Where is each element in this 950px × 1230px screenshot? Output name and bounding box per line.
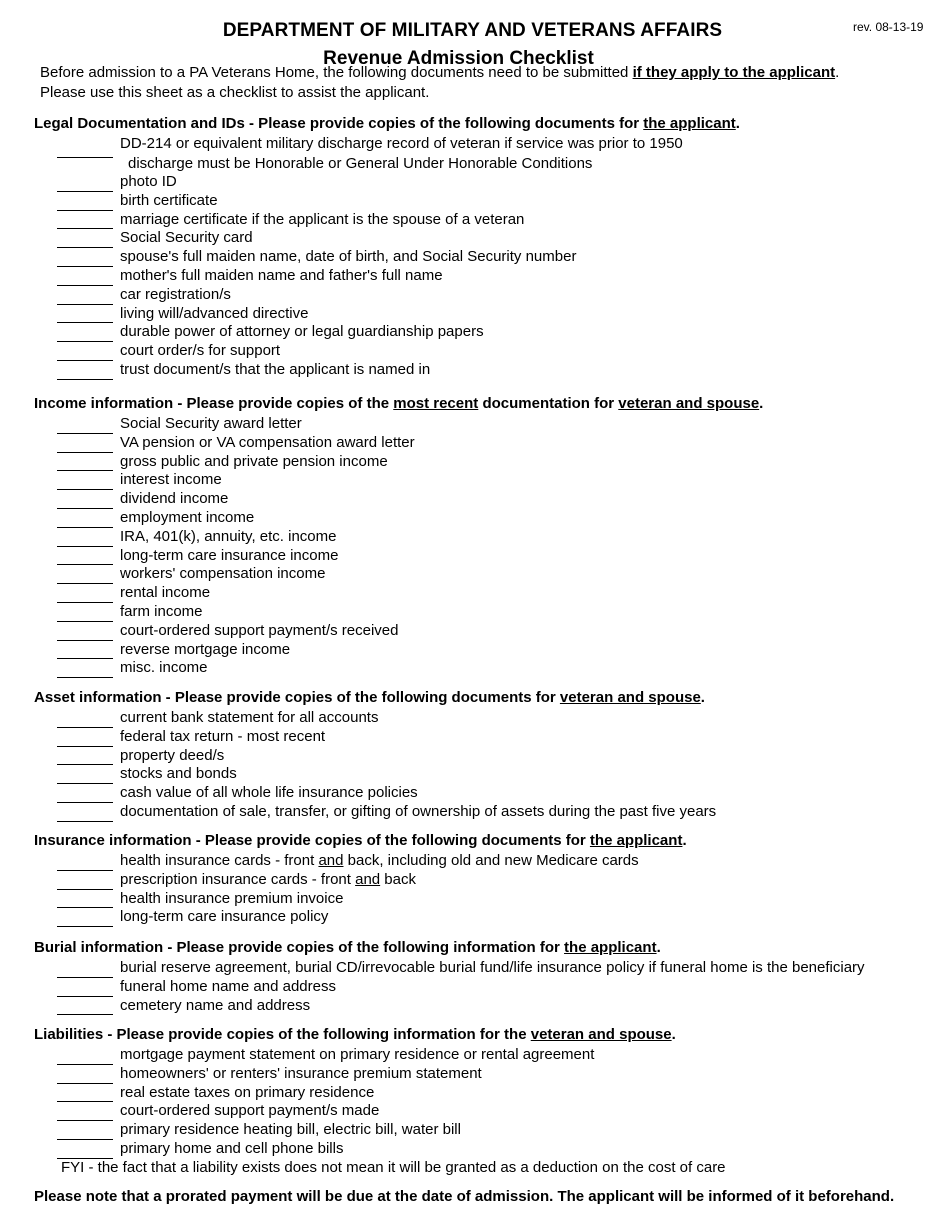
check-blank[interactable] — [57, 821, 113, 822]
checklist-item — [34, 192, 934, 211]
checklist-item — [34, 1102, 934, 1121]
item-label: real estate taxes on primary residence — [120, 1083, 375, 1101]
income-heading-text: Income information - Please provide copies of the — [34, 395, 394, 412]
item-label: rental income — [120, 584, 211, 602]
checklist-item — [34, 890, 934, 909]
item-label: marriage certificate if the applicant is the spouse of a veteran — [120, 210, 525, 228]
income-section — [34, 394, 934, 678]
checklist-item — [34, 803, 934, 822]
item-label: long-term care insurance income — [120, 546, 339, 564]
item-label: dividend income — [120, 490, 229, 508]
checklist-item — [34, 1121, 934, 1140]
checklist-item — [34, 997, 934, 1016]
item-label: documentation of sale, transfer, or gifting of ownership of assets during the past five years — [120, 802, 717, 820]
page-title: DEPARTMENT OF MILITARY AND VETERANS AFFAIRS — [222, 20, 723, 41]
checklist-item — [34, 871, 934, 890]
item-label: health insurance premium invoice — [120, 889, 344, 907]
checklist-item — [34, 415, 934, 434]
liabilities-heading-text: Liabilities - Please provide copies of the following information for the — [34, 1026, 531, 1043]
burial-heading-end: . — [656, 939, 661, 956]
item-label: primary residence heating bill, electric bill, water bill — [120, 1121, 461, 1139]
income-heading-emphasis2: veteran and spouse — [618, 395, 760, 412]
legal-heading-text: Legal Documentation and IDs - Please provide copies of the following documents for — [34, 115, 644, 132]
burial-heading-emphasis: the applicant — [564, 939, 657, 956]
item-label-emphasis: and — [355, 870, 381, 888]
checklist-item — [34, 565, 934, 584]
asset-heading-end: . — [700, 689, 705, 706]
checklist-item — [34, 453, 934, 472]
checklist-item — [34, 852, 934, 871]
intro-line1-start: Before admission to a PA Veterans Home, the following documents need to be submitted — [40, 64, 633, 81]
checklist-item — [34, 659, 934, 678]
checklist-item — [34, 248, 934, 267]
checklist-item — [34, 286, 934, 305]
asset-heading-text: Asset information - Please provide copies of the following documents for — [34, 689, 560, 706]
checklist-item — [34, 978, 934, 997]
item-label: mother's full maiden name and father's full name — [120, 266, 443, 284]
checklist-item — [34, 490, 934, 509]
item-label: cash value of all whole life insurance policies — [120, 784, 418, 802]
checklist-item — [34, 528, 934, 547]
item-label: stocks and bonds — [120, 765, 237, 783]
liabilities-heading-emphasis: veteran and spouse — [530, 1026, 672, 1043]
item-label: misc. income — [120, 659, 208, 677]
checklist-item — [34, 547, 934, 566]
item-label-emphasis: and — [318, 852, 344, 869]
item-label: car registration/s — [120, 285, 231, 303]
revision-date: rev. 08-13-19 — [853, 20, 924, 34]
check-blank[interactable] — [57, 379, 113, 380]
item-label: DD-214 or equivalent military discharge record of veteran if service was prior to 1950 — [120, 135, 683, 152]
burial-heading-text: Burial information - Please provide copies of the following information for — [34, 939, 565, 956]
insurance-heading-end: . — [682, 832, 687, 849]
check-blank[interactable] — [57, 926, 113, 927]
legal-heading — [34, 114, 934, 134]
liabilities-section — [34, 1025, 934, 1159]
item-label: prescription insurance cards - front — [120, 870, 356, 888]
checklist-item — [34, 361, 934, 380]
check-blank[interactable] — [57, 1014, 113, 1015]
liabilities-heading — [34, 1025, 934, 1045]
insurance-heading — [34, 831, 934, 851]
intro-text — [40, 63, 930, 103]
item-label: cemetery name and address — [120, 996, 311, 1014]
checklist-item — [34, 173, 934, 192]
checklist-item — [34, 229, 934, 248]
liabilities-heading-end: . — [671, 1026, 676, 1043]
item-label: workers' compensation income — [120, 565, 326, 583]
asset-section — [34, 688, 934, 822]
item-label: primary home and cell phone bills — [120, 1139, 344, 1157]
burial-heading — [34, 938, 934, 958]
income-heading-mid: documentation for — [478, 395, 619, 412]
checklist-item — [34, 135, 934, 154]
insurance-section — [34, 831, 934, 927]
page-subtitle: Revenue Admission Checklist — [323, 48, 594, 69]
item-label: federal tax return - most recent — [120, 727, 326, 745]
item-label: burial reserve agreement, burial CD/irrevocable burial fund/life insurance policy if funeral home is the beneficiary — [120, 959, 865, 976]
checklist-item — [34, 323, 934, 342]
legal-section — [34, 114, 934, 380]
legal-heading-end: . — [735, 115, 740, 132]
item-label: court-ordered support payment/s received — [120, 621, 399, 639]
check-blank[interactable] — [57, 677, 113, 678]
checklist-item — [34, 728, 934, 747]
item-label: court-ordered support payment/s made — [120, 1102, 380, 1120]
checklist-item — [34, 641, 934, 660]
item-label: court order/s for support — [120, 342, 281, 360]
asset-heading — [34, 688, 934, 708]
insurance-heading-emphasis: the applicant — [589, 832, 683, 849]
item-label: VA pension or VA compensation award letter — [120, 433, 415, 451]
income-heading — [34, 394, 934, 414]
checklist-item — [34, 1140, 934, 1159]
checklist-item — [34, 784, 934, 803]
item-label: IRA, 401(k), annuity, etc. income — [120, 527, 337, 545]
intro-line2: Please use this sheet as a checklist to assist the applicant. — [40, 84, 430, 101]
item-label: Social Security award letter — [120, 415, 302, 432]
item-label: current bank statement for all accounts — [120, 709, 379, 726]
legal-heading-emphasis: the applicant — [643, 115, 736, 132]
checklist-item — [34, 603, 934, 622]
checklist-item — [34, 908, 934, 927]
item-label: mortgage payment statement on primary residence or rental agreement — [120, 1046, 595, 1063]
item-label: interest income — [120, 471, 222, 489]
footer-note: Please note that a prorated payment will be due at the date of admission. The applicant will be informed of it beforehand. — [34, 1188, 895, 1205]
item-label: spouse's full maiden name, date of birth, and Social Security number — [120, 248, 577, 266]
checklist-item — [34, 305, 934, 324]
checklist-item — [34, 471, 934, 490]
checklist-item — [34, 434, 934, 453]
checklist-item — [34, 709, 934, 728]
item-label: gross public and private pension income — [120, 452, 388, 470]
checklist-item — [34, 959, 934, 978]
item-label: trust document/s that the applicant is named in — [120, 360, 431, 378]
checklist-item — [34, 584, 934, 603]
item-sublabel: discharge must be Honorable or General Under Honorable Conditions — [128, 155, 593, 172]
item-label: birth certificate — [120, 191, 218, 209]
checklist-item — [34, 1084, 934, 1103]
item-label: photo ID — [120, 173, 177, 190]
item-label: reverse mortgage income — [120, 640, 291, 658]
fyi-note: FYI - the fact that a liability exists does not mean it will be granted as a deduction on the cost of care — [61, 1159, 726, 1176]
item-label: Social Security card — [120, 229, 253, 247]
item-label: employment income — [120, 508, 255, 526]
item-label: durable power of attorney or legal guardianship papers — [120, 323, 484, 341]
checklist-item — [34, 765, 934, 784]
asset-heading-emphasis: veteran and spouse — [559, 689, 701, 706]
item-label-end: back, including old and new Medicare cards — [343, 852, 639, 869]
intro-line1-emphasis: if they apply to the applicant — [632, 64, 836, 81]
item-label: health insurance cards - front — [120, 852, 319, 869]
item-label: living will/advanced directive — [120, 304, 309, 322]
item-label: farm income — [120, 602, 203, 620]
item-label: long-term care insurance policy — [120, 908, 329, 926]
checklist-item — [34, 211, 934, 230]
checklist-item — [34, 509, 934, 528]
item-label-end: back — [380, 870, 416, 888]
checklist-item — [34, 1065, 934, 1084]
checklist-item — [34, 622, 934, 641]
burial-section — [34, 938, 934, 1015]
checklist-item — [34, 1046, 934, 1065]
item-label: property deed/s — [120, 746, 225, 764]
income-heading-emphasis: most recent — [393, 395, 479, 412]
checklist-item — [34, 747, 934, 766]
checklist-item — [34, 342, 934, 361]
item-label: homeowners' or renters' insurance premium statement — [120, 1064, 482, 1082]
income-heading-end: . — [759, 395, 764, 412]
insurance-heading-text: Insurance information - Please provide copies of the following documents for — [34, 832, 590, 849]
intro-line1-end: . — [835, 64, 840, 81]
item-label: funeral home name and address — [120, 977, 336, 995]
check-blank[interactable] — [57, 157, 113, 158]
checklist-item — [34, 267, 934, 286]
